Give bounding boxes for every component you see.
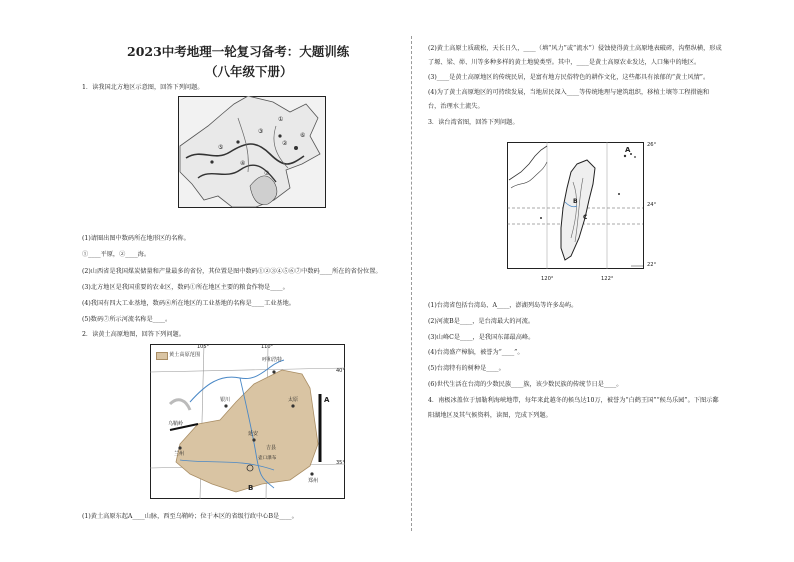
map-marker: ⑦ — [264, 170, 270, 177]
legend-swatch — [156, 352, 168, 360]
city-label: 太原 — [288, 397, 299, 403]
label-B: B — [573, 198, 578, 205]
city-label: 郑州 — [308, 478, 319, 484]
map-marker: ③ — [258, 128, 264, 135]
map-marker: ⑥ — [300, 132, 306, 139]
q3-line: (3)山峰C是____，是我国东部最高峰。 — [428, 334, 535, 341]
page-title: 2023中考地理一轮复习备考：大题训练 — [127, 44, 350, 59]
q2-intro: 2．读黄土高原地图，回答下列问题。 — [82, 331, 185, 338]
q2-line: (1)黄土高原东起A____山脉，西至乌鞘岭；位于本区的省级行政中心B是____。 — [82, 513, 298, 520]
lon-label: 110° — [261, 344, 274, 350]
q1-line: (1)请圈出图中数码所在地形区的名称。 — [82, 235, 190, 242]
lon-label: 105° — [197, 344, 210, 350]
city-label: 银川 — [220, 397, 231, 403]
map-marker: ⑤ — [218, 144, 224, 151]
taiwan-map — [507, 142, 657, 286]
q1-line: (4)我国有四大工业基地，数码⑥所在地区的工业基地的名称是____工业基地。 — [82, 300, 295, 307]
q3-line: (2)河流B是____，是台湾最大的河流。 — [428, 318, 535, 325]
q2-cont-line: (3)____是黄土高原地区的传统民居，是富有地方民俗特色的耕作文化，这些都具有浓郁的“黄土风情”。 — [428, 74, 710, 81]
loess-plateau-map — [150, 344, 345, 499]
q1-intro: 1．读我国北方地区示意图，回答下列问题。 — [82, 84, 204, 91]
page-subtitle: （八年级下册） — [205, 64, 293, 79]
city-label: 壶口瀑布 — [258, 456, 277, 461]
lon-label: 120° — [541, 276, 554, 282]
north-china-map — [178, 96, 326, 208]
legend-label: 黄土高原范围 — [169, 352, 201, 358]
city-label: 延安 — [248, 431, 259, 437]
q4-line: 阳湖地区及其气候资料，读图，完成下列题。 — [428, 412, 552, 419]
lat-label: 24° — [647, 202, 657, 208]
q3-line: (5)台湾特有的树种是____。 — [428, 365, 505, 372]
q3-line: (1)台湾省包括台湾岛、A____，澎湖列岛等许多岛屿。 — [428, 302, 578, 309]
q1-line: (2)山西省是我国煤炭储量和产量最多的省份，其位置是图中数码①②③④⑤⑥⑦中数码____所在的省份位置。 — [82, 268, 382, 275]
lat-label: 35° — [336, 460, 345, 466]
map-marker: ④ — [240, 160, 246, 167]
map-marker: ② — [282, 140, 288, 147]
label-C: C — [583, 214, 588, 221]
city-label: 呼和浩特 — [262, 357, 283, 363]
label-A: A — [625, 146, 631, 154]
lat-label: 26° — [647, 142, 657, 148]
q3-line: (6)世代生活在台湾的少数民族____族，该少数民族的传统节日是____。 — [428, 381, 623, 388]
lat-label: 22° — [647, 262, 657, 268]
city-label: 兰州 — [174, 451, 185, 457]
q2-cont-line: 了塬、梁、峁、川等多种多样的黄土地貌类型。其中，____是黄土高原农业发达，人口集中的地区。 — [428, 59, 701, 66]
column-divider — [411, 36, 412, 531]
lat-label: 40° — [336, 368, 345, 374]
q1-line: (3)北方地区是我国重要的农业区，数码①所在地区主要的粮食作物是____。 — [82, 284, 289, 291]
label-B: B — [248, 484, 254, 492]
label-A: A — [324, 396, 330, 404]
q2-cont-line: (4)为了黄土高原地区的可持续发展，当地居民深入____等传统地理与建筑组织，移植土壤等工程措施和 — [428, 89, 710, 96]
q1-line: (5)数码⑦所示河流名称是____。 — [82, 316, 172, 323]
q2-cont-line: 台，治理水土流失。 — [428, 103, 484, 110]
map-marker: ① — [278, 116, 284, 123]
q3-line: (4)台湾盛产樟脑，被誉为“____”。 — [428, 349, 524, 356]
q1-line: ①____平原，②____海。 — [82, 251, 151, 258]
q3-intro: 3．读台湾省图，回答下列问题。 — [428, 119, 519, 126]
q4-line: 4．南极冰盖位于加勒利海峡地带，每年来此越冬的候鸟达10万，被誉为“白鹤王国”“候鸟乐园”。下图示鄱 — [428, 397, 719, 404]
city-label: 吉县 — [266, 445, 277, 451]
lon-label: 122° — [601, 276, 614, 282]
city-label: 乌鞘岭 — [168, 421, 184, 427]
q2-cont-line: (2)黄土高原土质疏松，天长日久，____（填“风力”或“流水”）侵蚀使得黄土高原地表破碎，沟壑纵横，形成 — [428, 45, 722, 52]
